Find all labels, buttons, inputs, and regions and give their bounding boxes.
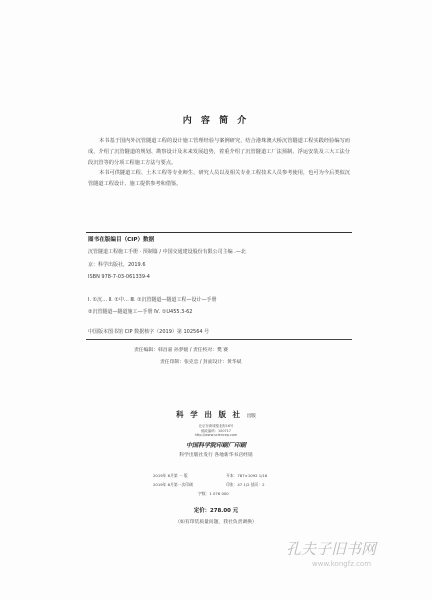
print-label: 责任印制：: [160, 360, 184, 365]
summary-text: [88, 136, 350, 190]
edition-info: 2019年 6月第 一 版: [153, 473, 188, 478]
publisher-label: 科 学 出 版 社: [176, 410, 243, 419]
format-info: 开本：787×1092 1/16: [226, 473, 268, 478]
price: 定价：278.00 元: [193, 508, 239, 514]
cip-record-number: 中国版本图书馆 CIP 数据核字（2019）第 102564 号: [88, 329, 210, 335]
cip-line: Ⅰ. ①沉… Ⅱ. ①中… Ⅲ. ①沉管隧道—隧道工程—设计—手册: [88, 297, 217, 303]
cip-isbn: ISBN 978-7-03-061339-4: [88, 274, 150, 280]
editors-names: 韩昌嘉 孙梦媛 / 责任校对：樊 赛: [158, 348, 229, 353]
print-names: 张克忠 / 封面设计：黄华斌: [184, 360, 242, 365]
credits-editors: [134, 346, 228, 353]
editors-label: 责任编辑：: [134, 348, 158, 353]
cip-line: 京：科学出版社，2019.6: [88, 262, 146, 268]
summary-title: 内 容 简 介: [182, 116, 250, 126]
credits-print: [160, 358, 241, 365]
publisher-postcode: 邮政编码：100717: [201, 429, 231, 433]
publisher-suffix: 出版: [246, 414, 256, 419]
summary-paragraph: 本书可供隧道工程、土木工程等专业师生、研究人员以及相关专业工程技术人员参考使用，也可为今后类似沉管隧道工程设计、施工提供参考和借鉴。: [88, 170, 350, 188]
word-count: 字数：1 076 000: [198, 491, 229, 496]
printer: 中国科学院印刷厂印刷: [185, 442, 246, 449]
summary-paragraph: 本书基于国内外沉管隧道工程的设计施工管理经验与案例研究，结合港珠澳大桥沉管隧道工程实践经验编写而成，介绍了沉管隧道的规划、勘察设计及未来发展趋势，着重介绍了沉管隧道工厂法预制、浮运安装及三大工法分段沉管等的分项工程施工方法与要点。: [88, 138, 350, 166]
publisher-website: http://www.sciencep.com: [194, 433, 238, 437]
cip-line: ②沉管隧道—隧道施工—手册 Ⅳ. ①U455.3-62: [88, 309, 193, 315]
printing-info: 2019年 6月第一次印刷: [153, 482, 193, 487]
cip-heading: 图书在版编目（CIP）数据: [88, 237, 155, 243]
sheet-info: 印张：47 1/2 插页：2: [226, 482, 265, 487]
cip-top-rule: [86, 232, 352, 233]
publisher-name: [0, 409, 432, 420]
distributor: 科学出版社发行 各地新华书店经销: [179, 453, 253, 458]
cip-bottom-rule: [86, 339, 352, 340]
publisher-address: 北京东黄城根北街16号: [198, 424, 234, 428]
watermark-title: 孔夫子旧书网: [286, 540, 377, 558]
quality-notice: （如有印装质量问题，我社负责调换）: [175, 520, 257, 525]
watermark-url: www.kongfz.com: [312, 560, 372, 568]
cip-line: 沉管隧道工程施工手册 · 预制篇 / 中国交通建设股份有限公司主编 .—北: [88, 249, 246, 255]
watermark: [286, 538, 426, 578]
